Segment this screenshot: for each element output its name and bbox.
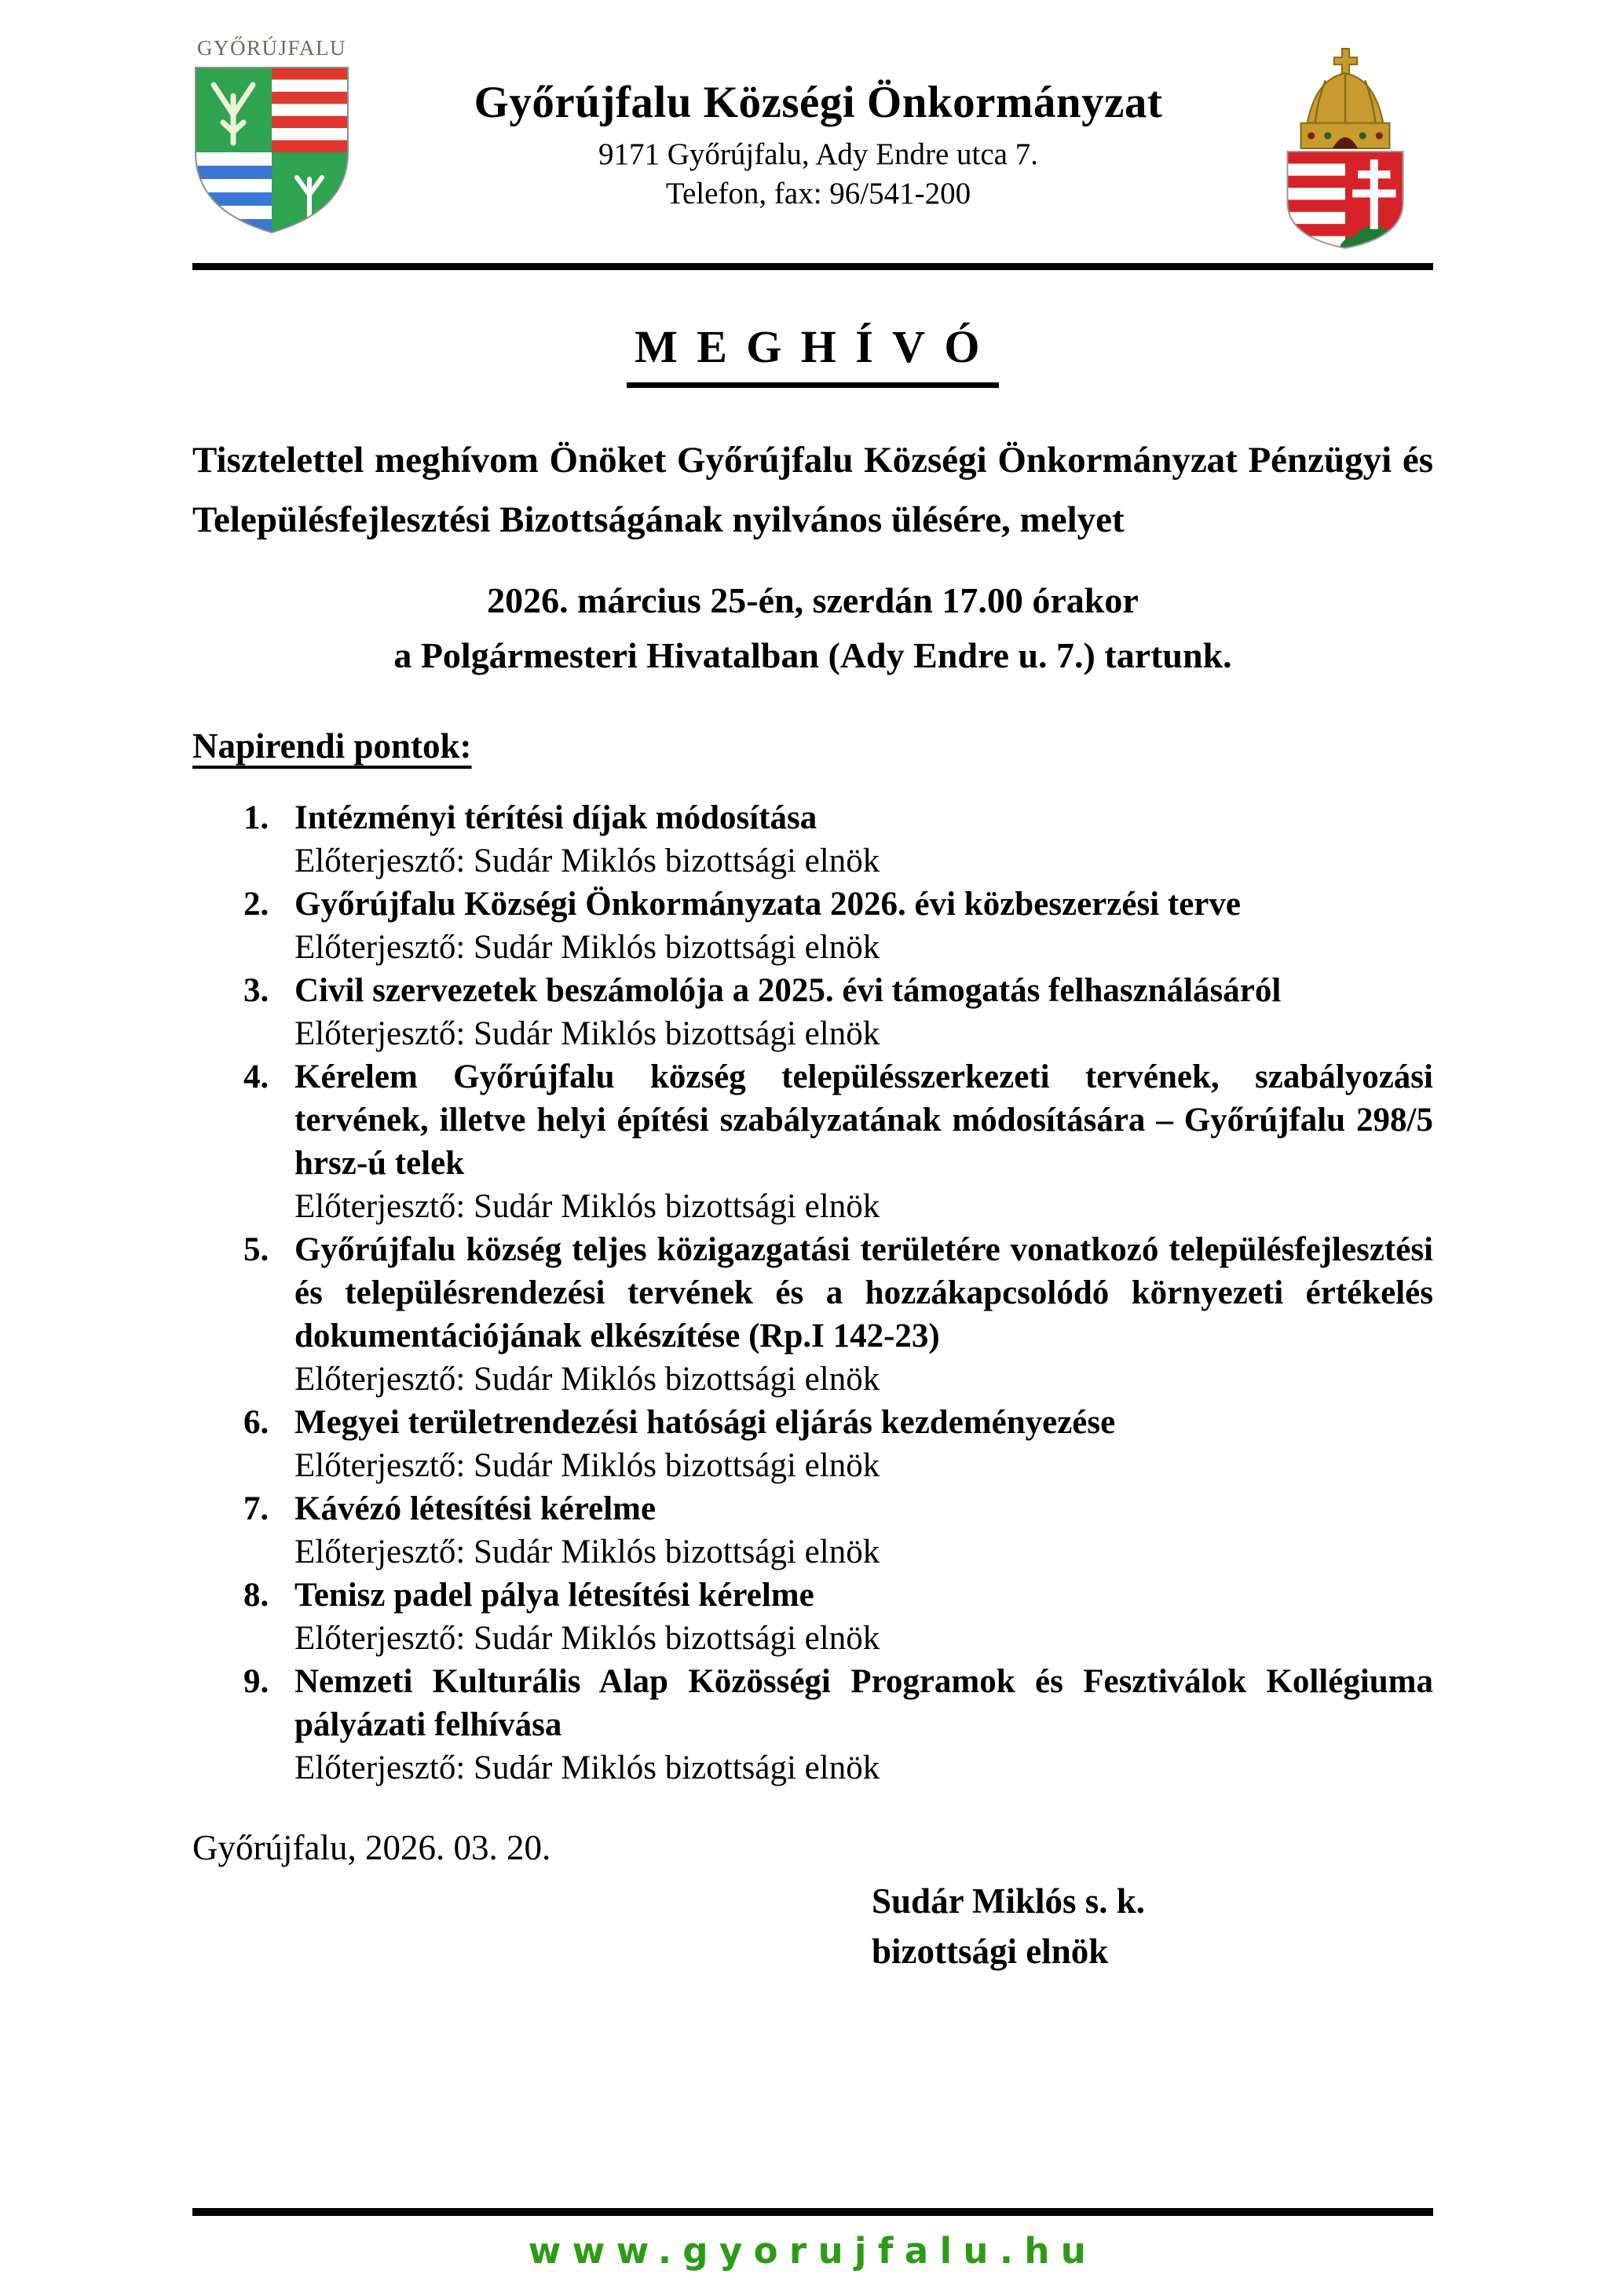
agenda-item-presenter: Előterjesztő: Sudár Miklós bizottsági elnök — [294, 1015, 880, 1052]
signature-block — [872, 1876, 1433, 1976]
gyorujfalu-coat-of-arms — [181, 33, 375, 243]
page-footer — [192, 2208, 1433, 2272]
agenda-item-4 — [192, 1055, 1433, 1228]
agenda-item-title: Győrújfalu Községi Önkormányzata 2026. évi közbeszerzési terve — [294, 886, 1241, 923]
agenda-item-title: Nemzeti Kulturális Alap Közösségi Programok és Fesztiválok Kollégiuma pályázati felhívása — [294, 1663, 1433, 1743]
document-title: MEGHÍVÓ — [627, 320, 999, 388]
agenda-item-presenter: Előterjesztő: Sudár Miklós bizottsági elnök — [294, 1749, 880, 1786]
agenda-item-title: Kérelem Győrújfalu község településszerkezeti tervének, szabályozási tervének, illetve helyi építési szabályzatának módosítására – Győrújfalu 298/5 hrsz-ú telek — [294, 1058, 1433, 1182]
crest-town-name: GYŐRÚJFALU — [196, 36, 347, 60]
agenda-item-title: Megyei területrendezési hatósági eljárás kezdeményezése — [294, 1404, 1116, 1441]
intro-paragraph: Tisztelettel meghívom Önöket Győrújfalu Községi Önkormányzat Pénzügyi és Településfejlesztési Bizottságának nyilvános ülésére, melyet — [192, 440, 1433, 540]
letterhead — [192, 33, 1433, 258]
agenda-item-number: 6. — [243, 1404, 269, 1441]
agenda-item-presenter: Előterjesztő: Sudár Miklós bizottsági elnök — [294, 1534, 880, 1570]
agenda-item-8 — [192, 1574, 1433, 1660]
organization-name: Győrújfalu Községi Önkormányzat — [474, 78, 1163, 127]
meeting-location: a Polgármesteri Hivatalban (Ady Endre u. 7.) tartunk. — [393, 635, 1232, 675]
agenda-item-number: 9. — [243, 1663, 269, 1700]
meeting-schedule — [192, 573, 1433, 683]
agenda-item-number: 3. — [243, 972, 269, 1009]
agenda-item-number: 4. — [243, 1058, 269, 1095]
agenda-item-presenter: Előterjesztő: Sudár Miklós bizottsági elnök — [294, 1620, 880, 1657]
agenda-item-number: 5. — [243, 1231, 269, 1268]
agenda-item-7 — [192, 1487, 1433, 1574]
agenda-item-number: 1. — [243, 799, 269, 836]
agenda-item-2 — [192, 883, 1433, 969]
agenda-heading: Napirendi pontok: — [192, 726, 472, 766]
agenda-list — [192, 796, 1433, 1790]
agenda-item-title: Kávézó létesítési kérelme — [294, 1490, 657, 1527]
agenda-item-1 — [192, 796, 1433, 883]
agenda-heading-row — [192, 726, 1433, 766]
header-divider-rule — [192, 263, 1433, 270]
document-title-row — [192, 320, 1433, 388]
agenda-item-presenter: Előterjesztő: Sudár Miklós bizottsági elnök — [294, 1361, 880, 1398]
letterhead-identity — [375, 33, 1262, 213]
organization-address: 9171 Győrújfalu, Ady Endre utca 7. — [598, 137, 1038, 171]
meeting-datetime: 2026. március 25-én, szerdán 17.00 órakor — [487, 580, 1139, 620]
closing-date-place: Győrújfalu, 2026. 03. 20. — [192, 1828, 551, 1867]
website-url: www.gyorujfalu.hu — [528, 2230, 1098, 2272]
agenda-item-number: 7. — [243, 1490, 269, 1527]
hungary-crest-graphic — [1262, 47, 1428, 254]
agenda-item-number: 2. — [243, 886, 269, 923]
signatory-role: bizottsági elnök — [872, 1932, 1109, 1971]
agenda-item-presenter: Előterjesztő: Sudár Miklós bizottsági elnök — [294, 843, 880, 879]
agenda-item-number: 8. — [243, 1577, 269, 1614]
agenda-item-3 — [192, 969, 1433, 1055]
hungary-coat-of-arms — [1262, 47, 1490, 258]
gyorujfalu-crest-graphic — [181, 33, 362, 239]
agenda-item-presenter: Előterjesztő: Sudár Miklós bizottsági elnök — [294, 1188, 880, 1225]
agenda-item-presenter: Előterjesztő: Sudár Miklós bizottsági elnök — [294, 929, 880, 966]
agenda-item-title: Civil szervezetek beszámolója a 2025. évi támogatás felhasználásáról — [294, 972, 1282, 1009]
agenda-item-presenter: Előterjesztő: Sudár Miklós bizottsági elnök — [294, 1447, 880, 1484]
agenda-item-title: Tenisz padel pálya létesítési kérelme — [294, 1577, 814, 1614]
agenda-item-title: Győrújfalu község teljes közigazgatási területére vonatkozó településfejlesztési és településrendezési tervének és a hozzákapcsolódó környezeti értékelés dokumentációjának elkészítése (Rp.I 142-23) — [294, 1231, 1433, 1355]
signatory-name: Sudár Miklós s. k. — [872, 1881, 1146, 1921]
agenda-item-5 — [192, 1228, 1433, 1401]
agenda-item-9 — [192, 1660, 1433, 1790]
agenda-item-title: Intézményi térítési díjak módosítása — [294, 799, 817, 836]
agenda-item-6 — [192, 1401, 1433, 1487]
organization-phone: Telefon, fax: 96/541-200 — [665, 177, 971, 211]
